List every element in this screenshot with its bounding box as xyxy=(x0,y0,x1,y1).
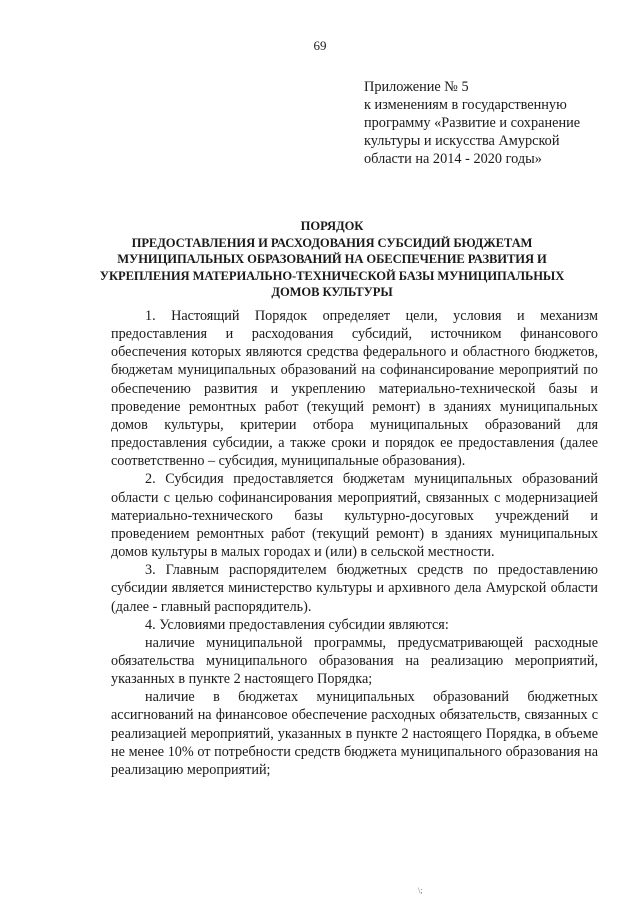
paragraph-3: 3. Главным распорядителем бюджетных средств по предоставлению субсидии является министерство культуры и архивного дела Амурской области (далее - главный распорядитель). xyxy=(111,562,598,615)
appendix-line: области на 2014 - 2020 годы» xyxy=(364,151,542,167)
paragraph-4: 4. Условиями предоставления субсидии являются: xyxy=(145,616,449,633)
appendix-line: программу «Развитие и сохранение xyxy=(364,115,581,131)
paragraph-condition-2: наличие в бюджетах муниципальных образований бюджетных ассигнований на финансовое обеспечение расходных обязательств, связанных с реализацией мероприятий, указанных в пункте 2 настоящего Порядка, в объеме не менее 10% от потребности средств бюджета муниципального образования на реализацию мероприятий; xyxy=(111,689,598,778)
title-line: ДОМОВ КУЛЬТУРЫ xyxy=(271,285,393,299)
appendix-line: к изменениям в государственную xyxy=(364,97,567,113)
page-number: 69 xyxy=(313,38,327,53)
appendix-line: культуры и искусства Амурской xyxy=(364,133,560,149)
document-title xyxy=(60,218,604,301)
paragraph-1: 1. Настоящий Порядок определяет цели, условия и механизм предоставления и расходования субсидий, источником финансового обеспечения которых являются средства федерального и областного бюджетов, бюджетам муниципальных образований на софинансирование мероприятий по обеспечению развития и укреплению материально-технической базы и проведение ремонтных работ (текущий ремонт) в зданиях муниципальных домов культуры, критерии отбора муниципальных образований для предоставления субсидии, а также сроки и порядок ее предоставления (далее соответственно – субсидия, муниципальные образования). xyxy=(111,308,598,470)
appendix-line: Приложение № 5 xyxy=(364,79,469,95)
title-line: ПОРЯДОК xyxy=(300,219,364,233)
appendix-note xyxy=(364,78,604,168)
footer-mark: \; xyxy=(418,886,423,895)
paragraph-condition-1: наличие муниципальной программы, предусматривающей расходные обязательства муниципального образования на реализацию мероприятий, указанных в пункте 2 настоящего Порядка; xyxy=(111,634,598,688)
title-line: УКРЕПЛЕНИЯ МАТЕРИАЛЬНО-ТЕХНИЧЕСКОЙ БАЗЫ МУНИЦИПАЛЬНЫХ xyxy=(99,268,565,283)
title-line: ПРЕДОСТАВЛЕНИЯ И РАСХОДОВАНИЯ СУБСИДИЙ БЮДЖЕТАМ xyxy=(131,235,533,250)
title-line: МУНИЦИПАЛЬНЫХ ОБРАЗОВАНИЙ НА ОБЕСПЕЧЕНИЕ РАЗВИТИЯ И xyxy=(117,252,547,266)
paragraph-2: 2. Субсидия предоставляется бюджетам муниципальных образований области с целью софинансирования мероприятий, связанных с модернизацией материально-технического базы культурно-досуговых учреждений и проведением ремонтных работ (текущий ремонт) в зданиях муниципальных домов культуры в малых городах и (или) в сельской местности. xyxy=(111,471,598,561)
document-body xyxy=(111,307,598,779)
